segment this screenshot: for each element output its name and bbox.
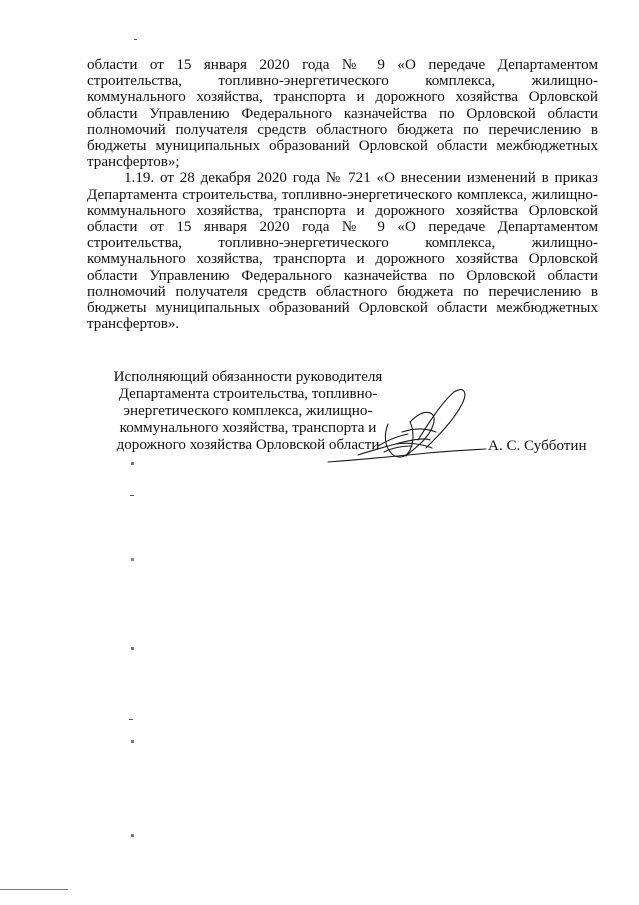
scan-speck [130,495,134,496]
scan-speck [129,719,133,720]
scan-speck [131,558,134,561]
signatory-title-line: Исполняющий обязанности руководителя [113,369,383,385]
scan-speck [134,39,137,40]
scan-speck [131,834,134,837]
handwritten-signature [318,384,488,474]
signatory-name: А. С. Субботин [488,438,587,454]
signatory-title-line: коммунального хозяйства, транспорта и [119,420,377,436]
scan-speck [131,462,134,465]
scan-edge-line [0,889,68,890]
scan-speck [131,647,134,650]
paragraph-2: 1.19. от 28 декабря 2020 года № 721 «О внесении изменений в приказ Департамента строительства, топливно-энергетического комплекса, жилищно-коммунального хозяйства, транспорта и дорожного хозяйства Орловской области от 15 января 2020 года № 9 «О передаче Департаментом строительства, топливно-энергетического комплекса, жилищно-коммунального хозяйства, транспорта и дорожного хозяйства Орловской области Управлению Федерального казначейства по Орловской области полномочий получателя средств областного бюджета по перечислению в бюджеты муниципальных образований Орловской области межбюджетных трансфертов». [87,170,598,333]
paragraph-1: области от 15 января 2020 года № 9 «О передаче Департаментом строительства, топливно-энергетического комплекса, жилищно-коммунального хозяйства, транспорта и дорожного хозяйства Орловской области Управлению Федерального казначейства по Орловской области полномочий получателя средств областного бюджета по перечислению в бюджеты муниципальных образований Орловской области межбюджетных трансфертов»; [87,57,598,171]
document-body [87,57,598,332]
signatory-title-line: энергетического комплекса, жилищно- [123,403,373,419]
signatory-title-line: Департамента строительства, топливно- [118,386,378,402]
signatory-title-line: дорожного хозяйства Орловской области [116,437,380,453]
scan-speck [131,740,134,743]
